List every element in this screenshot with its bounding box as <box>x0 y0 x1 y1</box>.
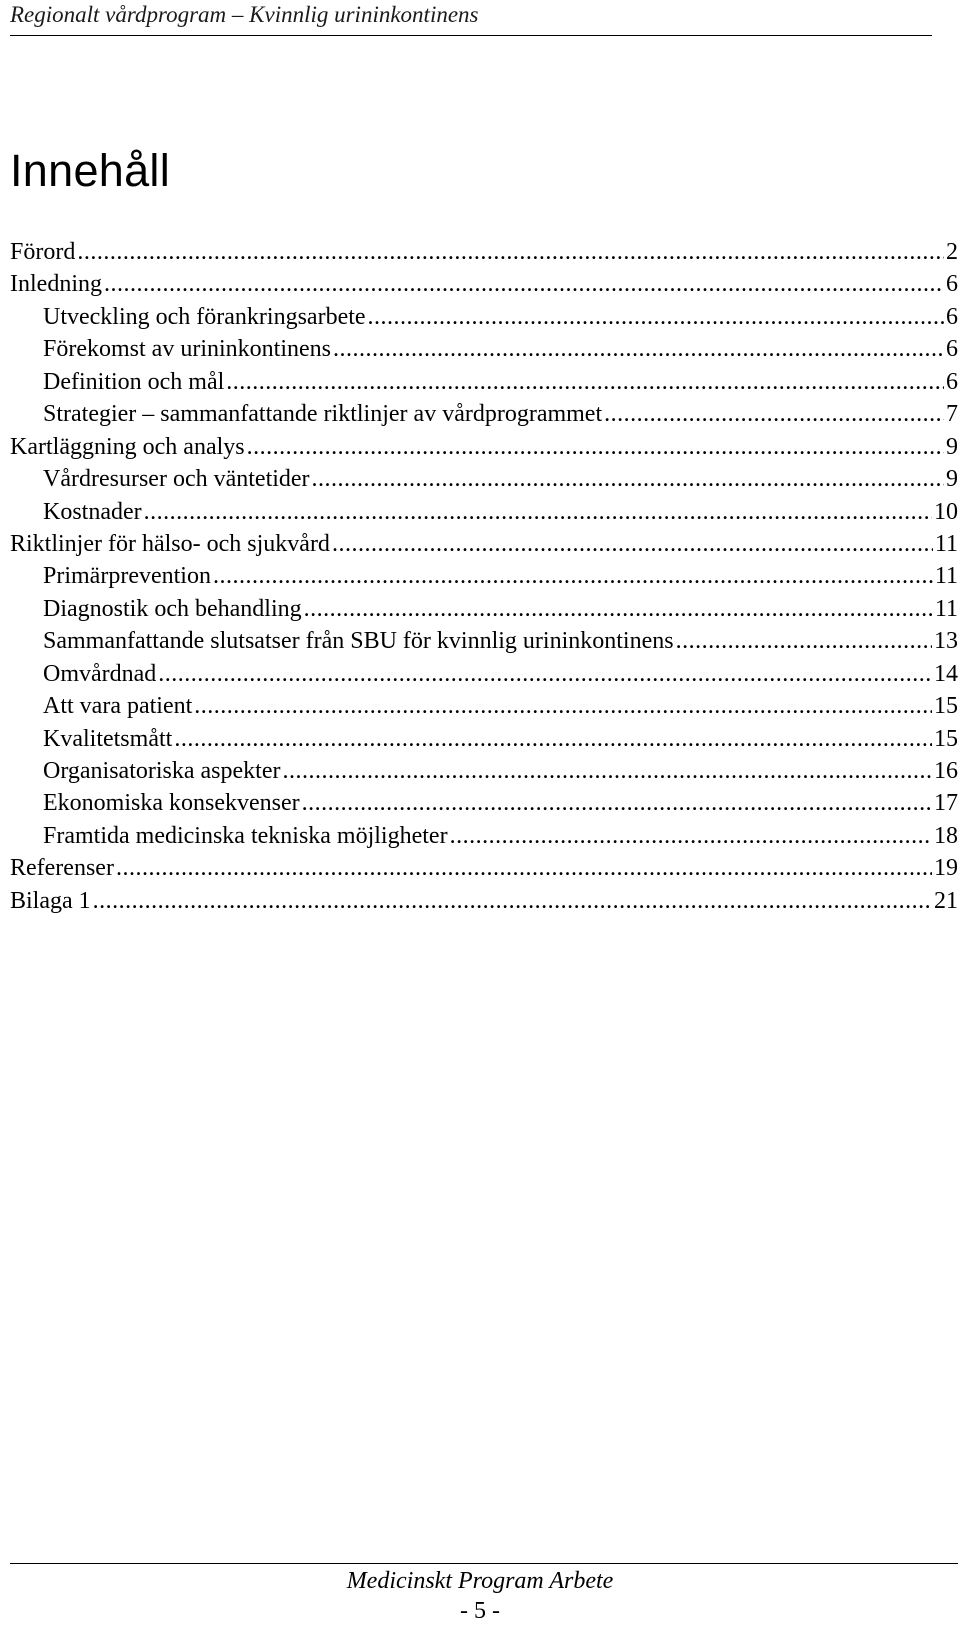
toc-entry[interactable] <box>10 236 958 268</box>
toc-entry-page: 9 <box>946 466 958 493</box>
toc-entry-label: Förekomst av urininkontinens <box>43 336 331 363</box>
toc-dot-leader <box>247 431 944 463</box>
toc-entry-page: 10 <box>934 498 958 525</box>
toc-entry-page: 6 <box>946 368 958 395</box>
footer-title: Medicinskt Program Arbete <box>346 1568 614 1594</box>
toc-dot-leader <box>116 852 932 884</box>
toc-entry-page: 11 <box>934 595 958 622</box>
toc-entry-label: Diagnostik och behandling <box>43 595 302 622</box>
toc-entry-page: 18 <box>934 822 958 849</box>
toc-entry-label: Organisatoriska aspekter <box>43 758 281 784</box>
toc-entry[interactable] <box>10 301 958 333</box>
toc-entry-label: Omvårdnad <box>43 660 157 687</box>
toc-entry[interactable] <box>10 852 958 884</box>
toc-entry-page: 7 <box>946 401 958 428</box>
toc-dot-leader <box>93 885 932 917</box>
toc-entry[interactable] <box>10 755 958 787</box>
table-of-contents <box>10 236 958 917</box>
toc-dot-leader <box>368 301 944 333</box>
toc-entry-label: Utveckling och förankringsarbete <box>43 303 366 330</box>
toc-dot-leader <box>77 236 944 268</box>
toc-entry-label: Sammanfattande slutsatser från SBU för kvinnlig urininkontinens <box>43 628 674 655</box>
toc-entry[interactable] <box>10 723 958 755</box>
toc-entry[interactable] <box>10 333 958 365</box>
page-title: Innehåll <box>10 145 171 196</box>
toc-entry-label: Strategier – sammanfattande riktlinjer av vårdprogrammet <box>43 401 603 428</box>
toc-dot-leader <box>333 333 944 365</box>
toc-entry[interactable] <box>10 885 958 917</box>
toc-entry-page: 21 <box>934 887 958 914</box>
toc-entry-label: Förord <box>10 239 76 265</box>
toc-entry-page: 14 <box>934 660 958 687</box>
toc-entry-page: 16 <box>934 758 958 784</box>
toc-entry-label: Kartläggning och analys <box>10 433 245 460</box>
toc-entry[interactable] <box>10 820 958 852</box>
toc-entry[interactable] <box>10 658 958 690</box>
toc-entry[interactable] <box>10 268 958 300</box>
toc-entry-page: 13 <box>934 628 958 655</box>
toc-dot-leader <box>304 593 933 625</box>
toc-entry-label: Bilaga 1 <box>10 887 91 914</box>
toc-entry-page: 2 <box>946 239 958 265</box>
toc-entry-label: Att vara patient <box>43 693 193 720</box>
toc-entry-label: Kostnader <box>43 498 142 525</box>
toc-dot-leader <box>302 787 932 819</box>
toc-entry-page: 9 <box>946 433 958 460</box>
toc-dot-leader <box>104 268 944 300</box>
toc-entry-label: Kvalitetsmått <box>43 725 173 752</box>
toc-dot-leader <box>450 820 932 852</box>
toc-entry-label: Riktlinjer för hälso- och sjukvård <box>10 530 330 557</box>
toc-entry-label: Inledning <box>10 271 102 298</box>
toc-entry[interactable] <box>10 625 958 657</box>
toc-dot-leader <box>213 560 933 592</box>
toc-entry[interactable] <box>10 496 958 528</box>
toc-dot-leader <box>174 723 932 755</box>
toc-dot-leader <box>676 625 932 657</box>
page-number: - 5 - <box>460 1598 500 1624</box>
toc-entry[interactable] <box>10 593 958 625</box>
toc-entry-page: 6 <box>946 271 958 298</box>
toc-entry-page: 15 <box>934 693 958 720</box>
toc-entry-label: Ekonomiska konsekvenser <box>43 790 300 817</box>
toc-entry-page: 11 <box>934 530 958 557</box>
toc-entry-label: Vårdresurser och väntetider <box>43 466 310 493</box>
toc-entry-page: 6 <box>946 336 958 363</box>
toc-entry-page: 15 <box>934 725 958 752</box>
toc-entry-page: 19 <box>934 855 958 882</box>
toc-entry[interactable] <box>10 787 958 819</box>
footer-divider <box>10 1563 958 1564</box>
toc-entry-page: 11 <box>934 563 958 590</box>
toc-dot-leader <box>604 398 944 430</box>
toc-entry-label: Framtida medicinska tekniska möjligheter <box>43 822 448 849</box>
toc-entry[interactable] <box>10 366 958 398</box>
running-header: Regionalt vårdprogram – Kvinnlig urininkontinens <box>10 0 932 36</box>
toc-entry[interactable] <box>10 431 958 463</box>
toc-dot-leader <box>194 690 932 722</box>
toc-entry[interactable] <box>10 560 958 592</box>
toc-dot-leader <box>144 496 932 528</box>
toc-entry[interactable] <box>10 398 958 430</box>
toc-entry[interactable] <box>10 463 958 495</box>
toc-dot-leader <box>312 463 944 495</box>
toc-dot-leader <box>226 366 944 398</box>
toc-entry-page: 17 <box>934 790 958 817</box>
toc-entry-label: Referenser <box>10 855 114 882</box>
toc-dot-leader <box>158 658 932 690</box>
toc-entry[interactable] <box>10 690 958 722</box>
toc-dot-leader <box>282 755 932 787</box>
toc-entry-page: 6 <box>946 303 958 330</box>
toc-entry[interactable] <box>10 528 958 560</box>
toc-entry-label: Primärprevention <box>43 563 211 590</box>
toc-dot-leader <box>332 528 933 560</box>
toc-entry-label: Definition och mål <box>43 368 225 395</box>
